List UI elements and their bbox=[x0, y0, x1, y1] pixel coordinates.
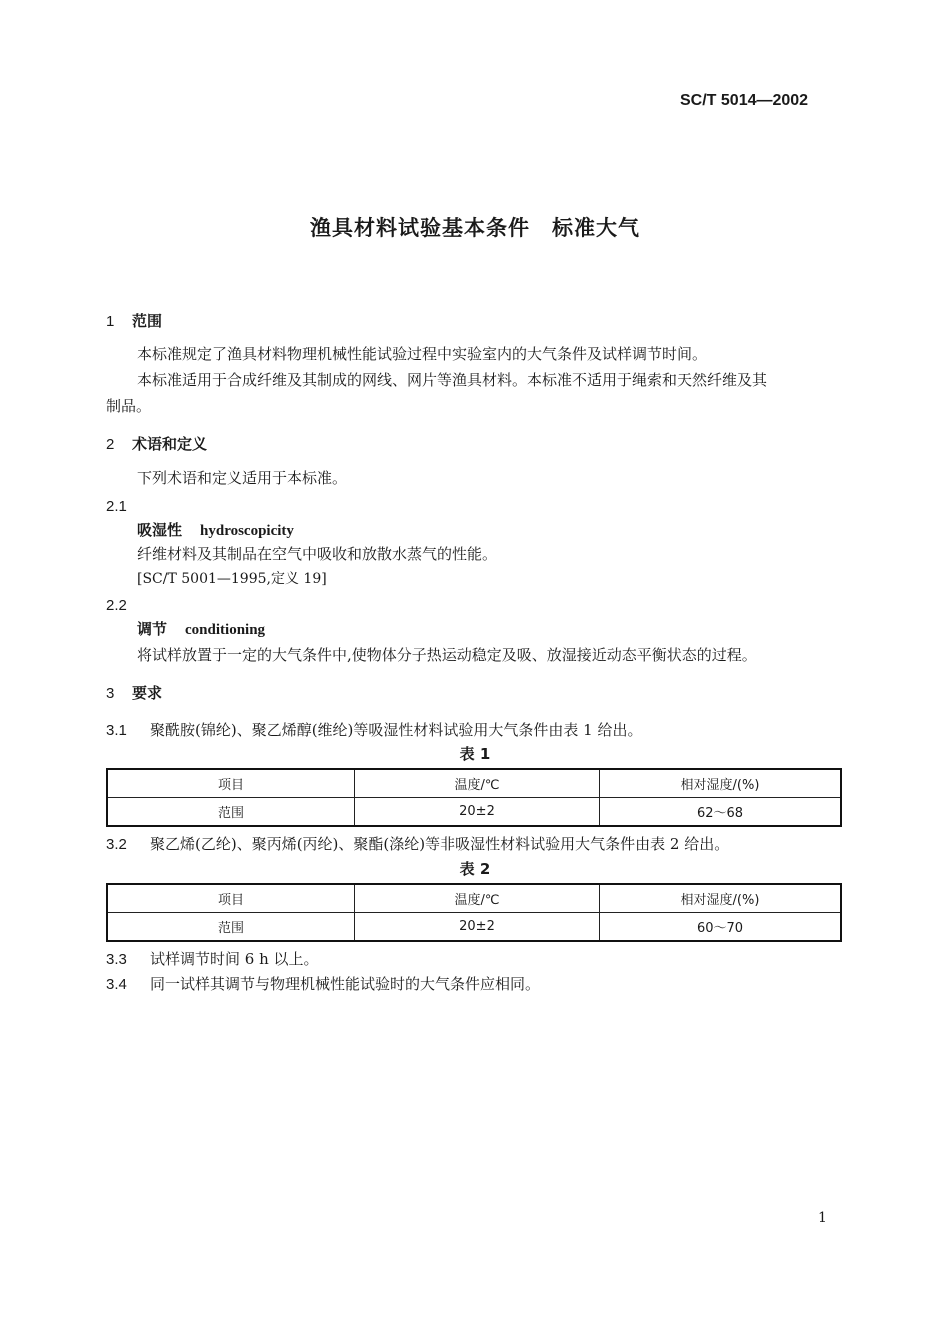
section-title: 术语和定义 bbox=[132, 435, 208, 453]
page-number: 1 bbox=[818, 1210, 827, 1226]
table-header-cell: 项目 bbox=[107, 884, 355, 913]
term-zh: 吸湿性 bbox=[137, 521, 183, 539]
term-entry bbox=[137, 517, 294, 544]
table-row bbox=[107, 798, 841, 827]
table-row bbox=[107, 913, 841, 942]
table-cell: 62～68 bbox=[600, 798, 842, 827]
clause-text: 聚酰胺(锦纶)、聚乙烯醇(维纶)等吸湿性材料试验用大气条件由表 1 给出。 bbox=[150, 721, 643, 739]
paragraph: 下列术语和定义适用于本标准。 bbox=[137, 469, 348, 487]
clause-number: 2.1 bbox=[106, 498, 127, 515]
clause-number: 3.4 bbox=[106, 976, 127, 993]
term-en: conditioning bbox=[185, 622, 266, 638]
table-cell: 60～70 bbox=[600, 913, 842, 942]
document-title: 渔具材料试验基本条件 标准大气 bbox=[310, 216, 640, 240]
term-zh: 调节 bbox=[137, 620, 168, 638]
table-header-cell: 温度/℃ bbox=[355, 884, 600, 913]
table-header-cell: 温度/℃ bbox=[355, 769, 600, 798]
clause-3-2 bbox=[106, 831, 729, 858]
table-1 bbox=[106, 768, 842, 827]
table-header-cell: 相对湿度/(%) bbox=[600, 769, 842, 798]
section-number: 3 bbox=[106, 685, 115, 702]
clause-3-3 bbox=[106, 946, 319, 973]
term-entry bbox=[137, 616, 265, 643]
table-2-caption: 表 2 bbox=[459, 860, 491, 878]
table-cell: 20±2 bbox=[355, 913, 600, 942]
table-header-row bbox=[107, 769, 841, 798]
section-3-heading bbox=[106, 682, 162, 703]
standard-code: SC/T 5014—2002 bbox=[680, 92, 809, 109]
clause-3-1 bbox=[106, 717, 643, 744]
term-reference: [SC/T 5001—1995,定义 19] bbox=[137, 571, 327, 587]
section-title: 范围 bbox=[132, 312, 163, 330]
term-definition: 纤维材料及其制品在空气中吸收和放散水蒸气的性能。 bbox=[137, 545, 498, 563]
section-title: 要求 bbox=[132, 684, 163, 702]
table-1-caption: 表 1 bbox=[459, 745, 491, 763]
section-2-heading bbox=[106, 433, 207, 454]
clause-3-4 bbox=[106, 971, 540, 998]
table-cell: 范围 bbox=[107, 913, 355, 942]
clause-number: 3.3 bbox=[106, 951, 127, 968]
table-header-cell: 相对湿度/(%) bbox=[600, 884, 842, 913]
clause-number: 3.1 bbox=[106, 722, 127, 739]
table-2 bbox=[106, 883, 842, 942]
clause-number: 2.2 bbox=[106, 597, 127, 614]
section-number: 1 bbox=[106, 313, 115, 330]
table-header-cell: 项目 bbox=[107, 769, 355, 798]
section-number: 2 bbox=[106, 436, 115, 453]
paragraph: 本标准规定了渔具材料物理机械性能试验过程中实验室内的大气条件及试样调节时间。 bbox=[137, 345, 708, 363]
paragraph-continuation: 制品。 bbox=[106, 397, 152, 415]
clause-text: 同一试样其调节与物理机械性能试验时的大气条件应相同。 bbox=[150, 975, 541, 993]
clause-text: 聚乙烯(乙纶)、聚丙烯(丙纶)、聚酯(涤纶)等非吸湿性材料试验用大气条件由表 2 给出。 bbox=[150, 835, 730, 853]
table-header-row bbox=[107, 884, 841, 913]
paragraph: 本标准适用于合成纤维及其制成的网线、网片等渔具材料。本标准不适用于绳索和天然纤维及其 bbox=[137, 371, 768, 389]
table-cell: 范围 bbox=[107, 798, 355, 827]
term-en: hydroscopicity bbox=[200, 523, 294, 539]
clause-number: 3.2 bbox=[106, 836, 127, 853]
term-definition: 将试样放置于一定的大气条件中,使物体分子热运动稳定及吸、放湿接近动态平衡状态的过程。 bbox=[137, 646, 757, 664]
section-1-heading bbox=[106, 310, 162, 331]
table-cell: 20±2 bbox=[355, 798, 600, 827]
clause-text: 试样调节时间 6 h 以上。 bbox=[150, 950, 319, 968]
